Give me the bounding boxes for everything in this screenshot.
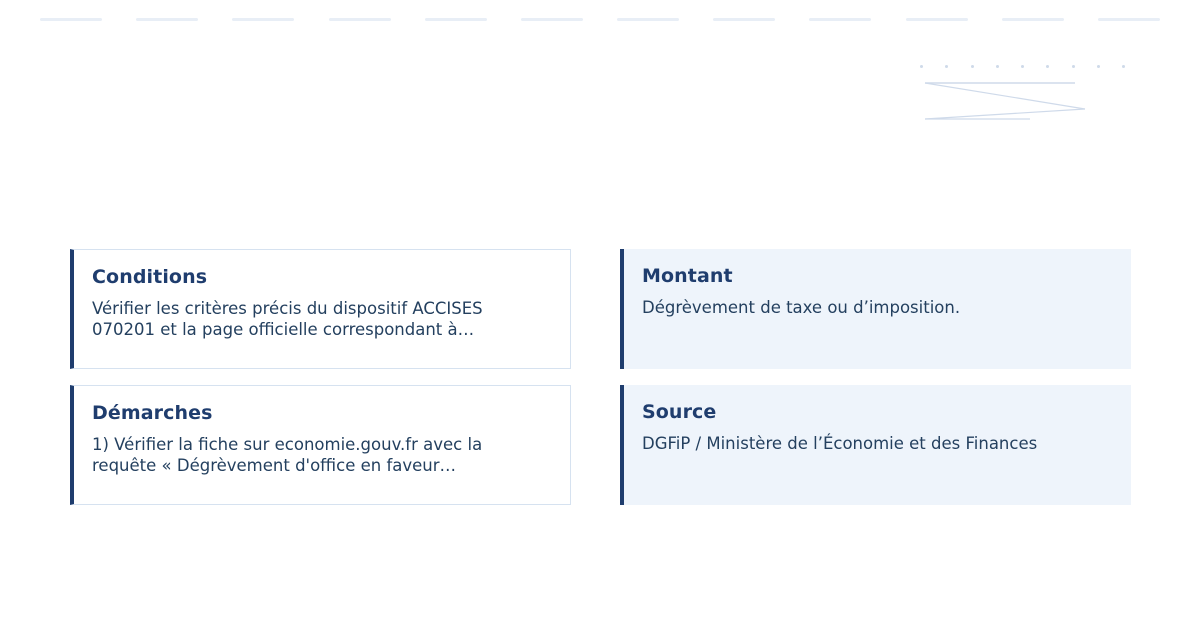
- card-body: 1) Vérifier la fiche sur economie.gouv.fr avec la requête « Dégrèvement d'office en faveur…: [92, 435, 483, 475]
- divider-segment: [425, 18, 487, 21]
- info-card-grid: [70, 249, 1131, 505]
- divider-segment: [329, 18, 391, 21]
- divider-segment: [617, 18, 679, 21]
- card-demarches: [70, 385, 571, 505]
- card-title: Conditions: [92, 266, 208, 288]
- card-title: Source: [642, 401, 717, 423]
- card-conditions: [70, 249, 571, 369]
- card-body: Dégrèvement de taxe ou d’imposition.: [642, 298, 961, 317]
- divider-segment: [521, 18, 583, 21]
- divider-segment: [232, 18, 294, 21]
- card-source: [620, 385, 1131, 505]
- divider-segment: [713, 18, 775, 21]
- divider-segment: [40, 18, 102, 21]
- divider-segment: [809, 18, 871, 21]
- card-title: Démarches: [92, 402, 213, 424]
- divider-segment: [136, 18, 198, 21]
- divider-segment: [906, 18, 968, 21]
- decorative-mark: [920, 55, 1130, 145]
- card-montant: [620, 249, 1131, 369]
- card-body: Vérifier les critères précis du dispositif ACCISES 070201 et la page officielle correspondant à…: [92, 299, 483, 339]
- top-divider: [40, 18, 1160, 21]
- dot-row-icon: [920, 65, 1125, 68]
- divider-segment: [1002, 18, 1064, 21]
- chevron-lines-icon: [920, 77, 1090, 137]
- card-body: DGFiP / Ministère de l’Économie et des Finances: [642, 434, 1038, 453]
- card-title: Montant: [642, 265, 733, 287]
- divider-segment: [1098, 18, 1160, 21]
